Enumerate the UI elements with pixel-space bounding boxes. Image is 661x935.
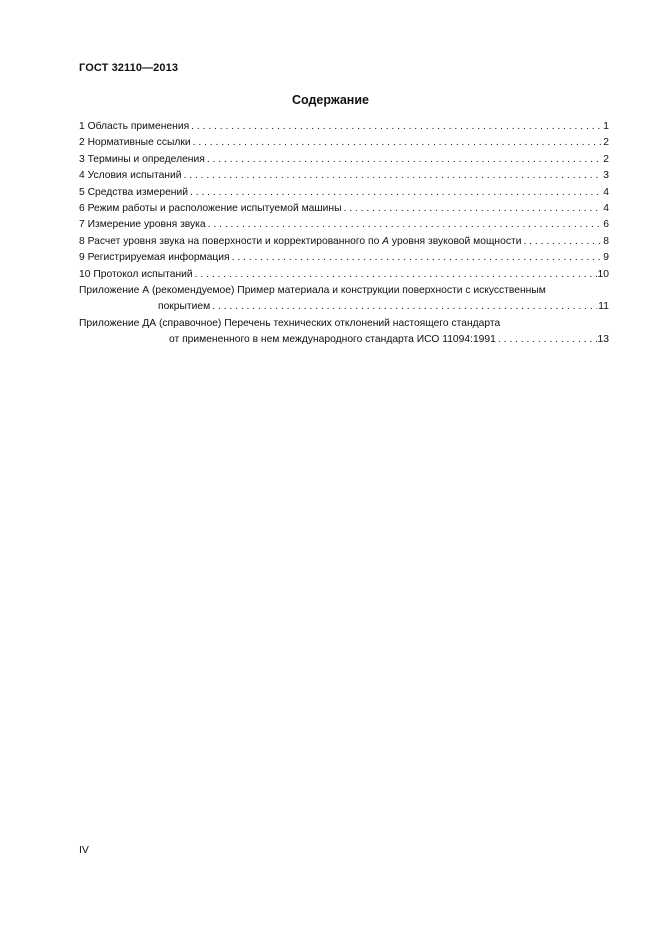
toc-entry[interactable] (79, 185, 609, 201)
appendix-title-continuation (79, 332, 609, 348)
toc-entry-page: 1 (603, 121, 609, 132)
toc-entry[interactable] (79, 135, 609, 151)
toc-entry-page: 9 (603, 252, 609, 264)
leader-dots (191, 119, 602, 135)
leader-dots (207, 152, 602, 168)
appendix-title-continuation (79, 299, 609, 315)
appendix-entry[interactable] (79, 283, 609, 316)
leader-dots (498, 332, 597, 348)
toc-entry-page: 3 (603, 170, 609, 182)
appendix-title-line: Приложение ДА (справочное) Перечень технических отклонений настоящего стандарта (79, 317, 501, 329)
leader-dots (193, 135, 603, 151)
leader-dots (343, 201, 602, 217)
toc-entry-label: 7 Измерение уровня звука (79, 219, 206, 231)
leader-dots (195, 267, 597, 283)
toc-entry-label: 9 Регистрируемая информация (79, 252, 230, 264)
toc-entry[interactable] (79, 250, 609, 266)
toc-entry[interactable] (79, 267, 609, 283)
toc-entry[interactable] (79, 201, 609, 217)
leader-dots (212, 299, 597, 315)
appendix-title-line: Приложение А (рекомендуемое) Пример материала и конструкции поверхности с искусственным (79, 284, 546, 296)
appendix-page: 13 (597, 334, 609, 346)
appendix-title-label: покрытием (158, 301, 211, 313)
toc-entry-page: 4 (603, 186, 609, 198)
appendix-entry[interactable] (79, 316, 609, 349)
toc-entry-page: 2 (603, 137, 609, 149)
toc-entry-label-part: уровня звуковой мощности (389, 235, 522, 247)
toc-entry-page: 2 (603, 153, 609, 165)
toc-entry-label: 2 Нормативные ссылки (79, 137, 191, 149)
toc-entry-label: 10 Протокол испытаний (79, 268, 193, 280)
page-title: Содержание (291, 93, 369, 107)
toc-entry-label-part: 8 Расчет уровня звука на поверхности и корректированного по (79, 235, 383, 247)
leader-dots (190, 185, 602, 201)
toc-entry-label: 6 Режим работы и расположение испытуемой машины (79, 202, 342, 214)
leader-dots (208, 217, 603, 233)
toc-entry[interactable] (79, 234, 609, 250)
table-of-contents (79, 119, 609, 348)
toc-entry-page: 6 (603, 219, 609, 231)
toc-entry[interactable] (79, 217, 609, 233)
toc-entry-label (79, 234, 521, 250)
toc-entry-label: 1 Область применения (79, 121, 190, 132)
toc-entry[interactable] (79, 152, 609, 168)
toc-entry-label: 4 Условия испытаний (79, 170, 182, 182)
appendix-title-label: от примененного в нем международного стандарта ИСО 11094:1991 (169, 334, 496, 346)
toc-entry-page: 4 (603, 202, 609, 214)
toc-entry-page: 8 (603, 235, 609, 247)
leader-dots (232, 250, 603, 266)
toc-entry-label: 5 Средства измерений (79, 186, 188, 198)
toc-entry[interactable] (79, 168, 609, 184)
appendix-page: 11 (598, 301, 609, 313)
toc-entry-label-italic: А (382, 235, 390, 247)
toc-entry[interactable] (79, 119, 609, 135)
toc-entry-page: 10 (597, 268, 609, 280)
leader-dots (184, 168, 603, 184)
leader-dots (523, 234, 602, 250)
toc-entry-label: 3 Термины и определения (79, 153, 205, 165)
page-number: IV (79, 844, 89, 856)
document-header: ГОСТ 32110—2013 (79, 62, 179, 74)
